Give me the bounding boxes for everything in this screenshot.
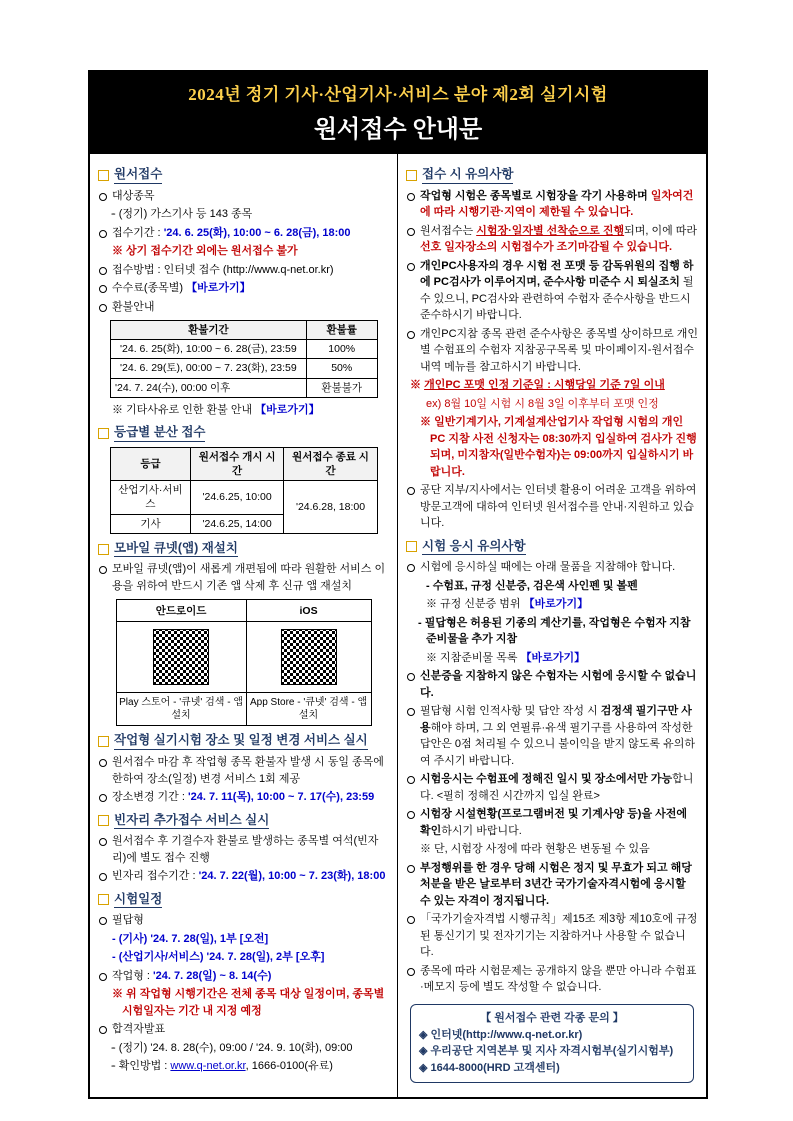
- note-highlight: 개인PC 포맷 인정 기준일 : 시행당일 기준 7일 이내: [424, 379, 665, 392]
- qr-code-ios-icon[interactable]: [279, 627, 339, 687]
- list-item: - (산업기사/서비스) '24. 7. 28(일), 2부 [오후]: [112, 951, 325, 964]
- table-cell: [246, 622, 371, 693]
- list-item: 접수방법 : 인터넷 접수 (http://www.q-net.or.kr): [98, 262, 389, 279]
- list-item: [98, 968, 389, 985]
- section-grade-distribution: [98, 425, 389, 442]
- section-application-receipt: [98, 167, 389, 184]
- contact-row: [419, 1027, 685, 1044]
- table-cell: 기사: [111, 514, 191, 533]
- table-header-cell: 환불률: [306, 321, 377, 340]
- location-change-list: [98, 754, 389, 806]
- list-item: [406, 258, 698, 324]
- list-item-note: [406, 377, 698, 394]
- table-header-cell: 환불기간: [111, 321, 307, 340]
- list-item: [406, 650, 698, 667]
- contact-row: [419, 1060, 685, 1077]
- section-title: 접수 시 유의사항: [422, 167, 513, 184]
- section-title: 모바일 큐넷(앱) 재설치: [114, 541, 238, 558]
- practical-value: '24. 7. 28(일) ~ 8. 14(수): [153, 969, 272, 982]
- verify-method-phone: , 1666-0100(유료): [245, 1060, 333, 1073]
- list-item-note: [406, 414, 698, 480]
- square-bullet-icon: [406, 541, 417, 552]
- list-item: 원서접수 마감 후 작업형 종목 환불자 발생 시 동일 종목에 한하여 장소(일정) 변경 서비스 1회 제공: [98, 754, 389, 787]
- list-item: 「국가기술자격법 시행규칙」제15조 제3항 제10호에 규정된 통신기기 및 전자기기는 지참하거나 사용할 수 없습니다.: [406, 911, 698, 961]
- table-cell: '24.6.25, 14:00: [190, 514, 283, 533]
- section-mobile-qnet: [98, 541, 389, 558]
- note-mark: ※: [410, 379, 425, 392]
- list-item: [98, 1058, 389, 1075]
- list-item: - (기사) '24. 7. 28(일), 1부 [오전]: [112, 932, 269, 945]
- list-item: [406, 703, 698, 769]
- table-row: [111, 340, 378, 359]
- id-scope-label: ※ 규정 신분증 범위: [426, 598, 524, 611]
- list-item: 원서접수 후 기결수자 환불로 발생하는 종목별 여석(빈자리)에 별도 접수 진행: [98, 833, 389, 866]
- table-header-cell: 안드로이드: [116, 600, 246, 622]
- list-item-example: ex) 8월 10일 시험 시 8월 3일 이후부터 포맷 인정: [426, 397, 659, 410]
- list-item-warning: ※ 위 작업형 시행기간은 전체 종목 대상 일정이며, 종목별 시험일자는 기간 내 지정 예정: [112, 988, 385, 1017]
- list-item: 종목에 따라 시험문제는 공개하지 않을 뿐만 아니라 수험표·메모지 등에 별도 작성할 수 없습니다.: [406, 963, 698, 996]
- table-cell: 산업기사·서비스: [111, 481, 191, 514]
- list-item: [406, 771, 698, 804]
- table-header-row: [111, 321, 378, 340]
- caution-text: 해야 하며, 그 외 연필류·유색 필기구를 사용하여 작성한 답안은 0점 처리될 수 있으니 불이익을 받지 않도록 유의하여 주시기 바랍니다.: [420, 721, 695, 767]
- section-title: 등급별 분산 접수: [114, 425, 205, 442]
- table-cell: 100%: [306, 340, 377, 359]
- header-line-1: 2024년 정기 기사·산업기사·서비스 분야 제2회 실기시험: [188, 85, 608, 104]
- list-item: 합격자발표: [98, 1021, 389, 1038]
- caution-bold: 시험응시는 수험표에 정해진 일시 및 장소에서만 가능: [420, 773, 673, 786]
- contact-text: 1644-8000(HRD 고객센터): [430, 1061, 560, 1074]
- location-change-label: 장소변경 기간 :: [112, 791, 188, 804]
- table-cell: [116, 622, 246, 693]
- list-item-warning: ※ 상기 접수기간 외에는 원서접수 불가: [112, 245, 298, 258]
- list-item: [98, 225, 389, 242]
- note-highlight: 일반기계기사, 기계설계산업기사 작업형 시험의 개인PC 지참 사전 신청자는 08:30까지 입실하여 검사가 진행되며, 미지참자(일반수험자)는 09:00까지 입실하시기 바랍니다.: [430, 416, 697, 478]
- table-row: [111, 481, 378, 514]
- receipt-period-label: 접수기간 :: [112, 226, 164, 239]
- receipt-cautions-list: [406, 188, 698, 532]
- section-title: 시험일정: [114, 892, 162, 909]
- table-cell: Play 스토어 - '큐넷' 검색 - 앱설치: [116, 693, 246, 726]
- contact-row: [419, 1043, 685, 1060]
- document-header: [90, 72, 706, 154]
- id-scope-link[interactable]: 【바로가기】: [523, 598, 589, 611]
- table-row: [111, 359, 378, 378]
- square-bullet-icon: [98, 428, 109, 439]
- section-title: 시험 응시 유의사항: [422, 539, 526, 556]
- exam-schedule-list: [98, 912, 389, 1075]
- table-header-cell: 원서접수 종료 시간: [284, 447, 377, 480]
- caution-highlight: 일차여건에 따라 시행기관·지역이 제한될 수 있습니다.: [420, 189, 694, 219]
- square-bullet-icon: [98, 170, 109, 181]
- list-item: [98, 789, 389, 806]
- table-row: [116, 693, 371, 726]
- caution-bold: 개인PC사용자의 경우 시험 전 포맷 등 감독위원의 집행 하에 PC검사가 이루어지며, 준수사항 미준수 시 퇴실조치: [420, 259, 694, 289]
- diamond-icon: ◈: [419, 1028, 428, 1041]
- note-mark: ※: [420, 416, 435, 429]
- caution-text: 합니다. <필히 정해진 시간까지 입실 완료>: [420, 773, 694, 802]
- supplies-label: ※ 지참준비물 목록: [426, 651, 521, 664]
- refund-note: [98, 402, 389, 419]
- diamond-icon: ◈: [419, 1045, 428, 1058]
- fee-label: 수수료(종목별): [112, 282, 187, 295]
- list-item: - - (정기) 가스기사 등 143 종목: [98, 206, 389, 223]
- caution-bold: 시험장 시설현황(프로그램버전 및 기계사양 등)을 사전에 확인: [420, 808, 688, 837]
- caution-text: 될 수 있으니, PC검사와 관련하여 수험자 준수사항을 반드시 준수하시기 바랍니다.: [420, 276, 694, 322]
- vacancy-period-label: 빈자리 접수기간 :: [112, 870, 199, 883]
- table-cell: 50%: [306, 359, 377, 378]
- table-header-cell: iOS: [246, 600, 371, 622]
- app-store-table: [116, 599, 372, 726]
- list-item: [406, 223, 698, 256]
- verify-method-label: - 확인방법 :: [112, 1060, 171, 1073]
- caution-text: 하시기 바랍니다.: [441, 824, 522, 837]
- list-item: 개인PC지참 종목 관련 준수사항은 종목별 상이하므로 개인별 수험표의 수험자 지참공구목록 및 마이페이지-원서접수내역 메뉴를 참고하시기 바랍니다.: [406, 326, 698, 376]
- section-exam-schedule: [98, 892, 389, 909]
- table-header-row: [116, 600, 371, 622]
- practical-label: 작업형 :: [112, 969, 154, 982]
- header-line-2: 원서접수 안내문: [313, 117, 483, 143]
- list-item: [406, 806, 698, 839]
- mobile-qnet-list: [98, 561, 389, 594]
- section-practical-location-change: [98, 733, 389, 750]
- exam-cautions-list: [406, 559, 698, 996]
- section-title: 빈자리 추가접수 서비스 실시: [114, 813, 269, 830]
- table-cell: '24. 6. 25(화), 10:00 ~ 6. 28(금), 23:59: [111, 340, 307, 359]
- list-item: 대상종목: [98, 188, 389, 205]
- contact-box: [410, 1004, 694, 1084]
- notice-document: [88, 70, 708, 1099]
- caution-text: 필답형 시험 인적사항 및 답안 작성 시: [420, 705, 601, 718]
- list-item: - 필답형은 허용된 기종의 계산기를, 작업형은 수험자 지참준비물을 추가 지참: [418, 616, 691, 646]
- refund-note-link[interactable]: 【바로가기】: [255, 403, 320, 416]
- table-row: [116, 622, 371, 693]
- table-row: [111, 378, 378, 397]
- square-bullet-icon: [98, 736, 109, 747]
- list-item: [406, 188, 698, 221]
- caution-text: 작업형 시험은 종목별로 시험장을 각기 사용하며: [420, 189, 651, 202]
- table-cell: '24. 7. 24(수), 00:00 이후: [111, 378, 307, 397]
- table-header-cell: 등급: [111, 447, 191, 480]
- supplies-link[interactable]: 【바로가기】: [520, 651, 586, 664]
- grade-table: [110, 447, 378, 534]
- caution-highlight: 시험장·일자별 선착순으로 진행: [476, 224, 625, 237]
- table-cell: '24.6.28, 18:00: [284, 481, 377, 534]
- application-receipt-list: [98, 188, 389, 316]
- refund-note-text: ※ 기타사유로 인한 환불 안내: [112, 403, 256, 416]
- list-item: 필답형: [98, 912, 389, 929]
- location-change-value: '24. 7. 11(목), 10:00 ~ 7. 17(수), 23:59: [187, 791, 375, 804]
- table-header-cell: 원서접수 개시 시간: [190, 447, 283, 480]
- list-item: 시험에 응시하실 때에는 아래 물품을 지참해야 합니다.: [406, 559, 698, 576]
- qnet-link[interactable]: www.q-net.or.kr: [170, 1060, 246, 1073]
- left-column: [90, 154, 398, 1097]
- list-item: - 수험표, 규정 신분증, 검은색 사인펜 및 볼펜: [426, 579, 638, 592]
- table-cell: '24. 6. 29(토), 00:00 ~ 7. 23(화), 23:59: [111, 359, 307, 378]
- table-cell: '24.6.25, 10:00: [190, 481, 283, 514]
- caution-text: 되며, 이에 따라: [624, 224, 698, 237]
- table-header-row: [111, 447, 378, 480]
- list-item: 모바일 큐넷(앱)이 새롭게 개편됨에 따라 원활한 서비스 이용을 위하여 반드시 기존 앱 삭제 후 신규 앱 재설치: [98, 561, 389, 594]
- caution-bold: 검정색 필기구만 사용: [420, 705, 692, 734]
- caution-text: 원서접수는: [420, 224, 477, 237]
- list-item: [98, 868, 389, 885]
- right-column: [398, 154, 706, 1097]
- receipt-period-value: '24. 6. 25(화), 10:00 ~ 6. 28(금), 18:00: [163, 226, 351, 239]
- list-item: 환불안내: [98, 299, 389, 316]
- refund-table: [110, 320, 378, 398]
- fee-link[interactable]: 【바로가기】: [186, 282, 251, 295]
- section-vacancy-receipt: [98, 813, 389, 830]
- list-item: 신분증을 지참하지 않은 수험자는 시험에 응시할 수 없습니다.: [406, 668, 698, 701]
- list-item: [98, 280, 389, 297]
- contact-title: 【 원서접수 관련 각종 문의 】: [480, 1011, 624, 1024]
- list-item-note: ※ 단, 시험장 사정에 따라 현황은 변동될 수 있음: [420, 843, 650, 856]
- vacancy-list: [98, 833, 389, 885]
- table-cell: 환불불가: [306, 378, 377, 397]
- caution-highlight: 선호 일자장소의 시험접수가 조기마감될 수 있습니다.: [420, 241, 673, 254]
- diamond-icon: ◈: [419, 1061, 428, 1074]
- square-bullet-icon: [98, 815, 109, 826]
- table-cell: App Store - '큐넷' 검색 - 앱설치: [246, 693, 371, 726]
- section-receipt-cautions: [406, 167, 698, 184]
- square-bullet-icon: [98, 894, 109, 905]
- section-exam-cautions: [406, 539, 698, 556]
- list-item: [406, 596, 698, 613]
- section-title: 작업형 실기시험 장소 및 일정 변경 서비스 실시: [114, 733, 368, 750]
- list-item: 부정행위를 한 경우 당해 시험은 정지 및 무효가 되고 해당 처분을 받은 날로부터 3년간 국가기술자격시험에 응시할 수 있는 자격이 정지됩니다.: [406, 860, 698, 910]
- contact-text: 우리공단 지역본부 및 지사 자격시험부(실기시험부): [430, 1045, 674, 1058]
- list-item: 공단 지부/지사에서는 인터넷 활용이 어려운 고객을 위하여 방문고객에 대하여 인터넷 원서접수를 안내·지원하고 있습니다.: [406, 482, 698, 532]
- contact-text[interactable]: 인터넷(http://www.q-net.or.kr): [430, 1028, 583, 1041]
- vacancy-period-value: '24. 7. 22(월), 10:00 ~ 7. 23(화), 18:00: [198, 870, 386, 883]
- qr-code-android-icon[interactable]: [151, 627, 211, 687]
- section-title: 원서접수: [114, 167, 162, 184]
- two-column-body: [90, 154, 706, 1097]
- square-bullet-icon: [406, 170, 417, 181]
- list-item: - - (정기) '24. 8. 28(수), 09:00 / '24. 9. 10(화), 09:00: [98, 1040, 389, 1057]
- square-bullet-icon: [98, 544, 109, 555]
